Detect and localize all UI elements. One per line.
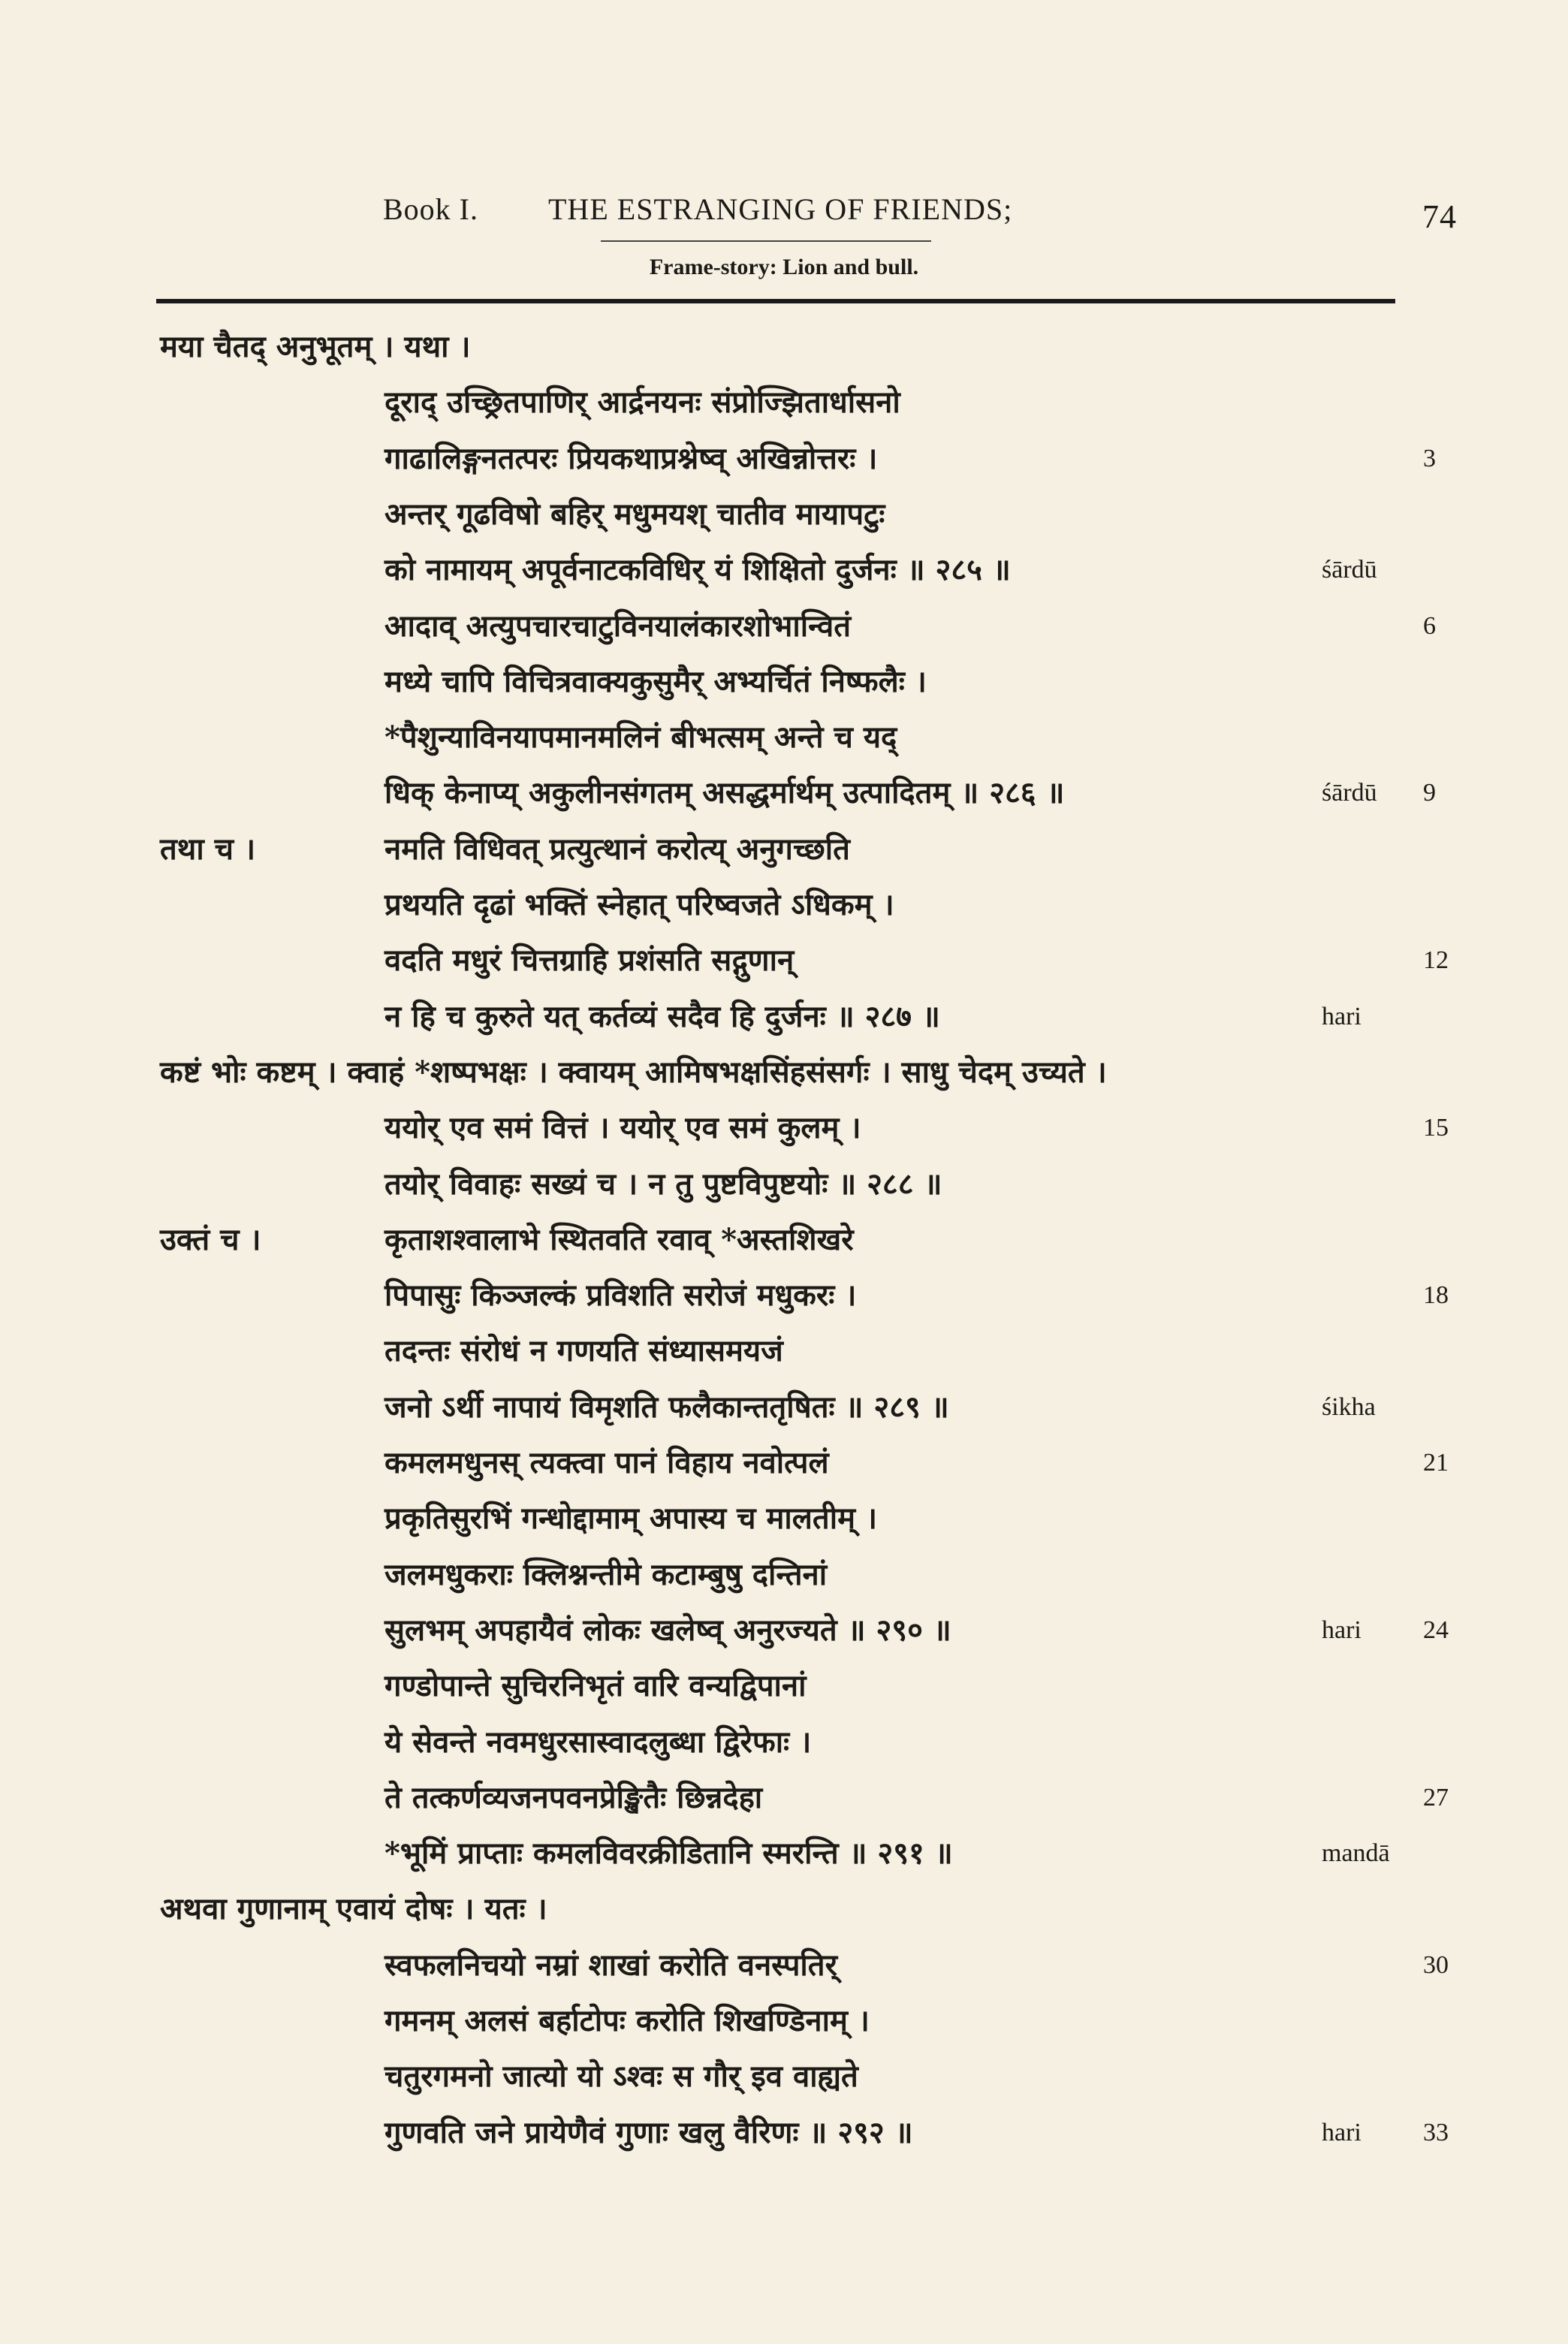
- verse-line: न हि च कुरुते यत् कर्तव्यं सदैव हि दुर्जनः ॥ २८७ ॥: [384, 998, 940, 1034]
- line-prefix: तथा च ।: [160, 831, 256, 867]
- text-line: [0, 1491, 1568, 1546]
- verse-line: गाढालिङ्गनतत्परः प्रियकथाप्रश्नेष्व् अखिन्नोत्तरः ।: [384, 440, 878, 476]
- verse-line: स्वफलनिचयो नम्रां शाखां करोति वनस्पतिर्: [384, 1947, 837, 1983]
- text-line: [0, 765, 1568, 821]
- subheading-rule: [601, 240, 931, 242]
- meter-note: śikha: [1322, 1392, 1376, 1421]
- verse-line: प्रथयति दृढां भक्तिं स्नेहात् परिष्वजते ऽधिकम् ।: [384, 887, 894, 922]
- text-line: [0, 1380, 1568, 1435]
- verse-line: दूराद् उच्छ्रितपाणिर् आर्द्रनयनः संप्रोज्झितार्धासनो: [384, 385, 900, 421]
- text-line: [0, 599, 1568, 654]
- verse-line: आदाव् अत्युपचारचाटुविनयालंकारशोभान्वितं: [384, 608, 852, 644]
- text-line: [0, 1547, 1568, 1603]
- text-line: [0, 1938, 1568, 1993]
- text-line: [0, 822, 1568, 877]
- line-number: 18: [1423, 1281, 1449, 1310]
- text-line: [0, 654, 1568, 710]
- line-number: 9: [1423, 779, 1436, 807]
- verse-line: *भूमिं प्राप्ताः कमलविवरक्रीडितानि स्मरन्ति ॥ २९१ ॥: [384, 1836, 953, 1872]
- meter-note: śārdū: [1322, 556, 1377, 584]
- subheading: Frame-story: Lion and bull.: [649, 255, 919, 279]
- line-number: 3: [1423, 444, 1436, 472]
- text-line: [0, 2049, 1568, 2104]
- verse-line: ते तत्कर्णव्यजनपवनप्रेङ्खितैः छिन्नदेहा: [384, 1779, 763, 1815]
- verse-line: प्रकृतिसुरभिं गन्धोद्दामाम् अपास्य च मालतीम् ।: [384, 1501, 878, 1537]
- running-title: THE ESTRANGING OF FRIENDS;: [548, 192, 1013, 226]
- text-line: [0, 1715, 1568, 1770]
- verse-line: गण्डोपान्ते सुचिरनिभृतं वारि वन्यद्विपानां: [384, 1668, 807, 1704]
- verse-line: को नामायम् अपूर्वनाटकविधिर् यं शिक्षितो दुर्जनः ॥ २८५ ॥: [384, 552, 1011, 588]
- verse-line: चतुरगमनो जात्यो यो ऽश्वः स गौर् इव वाह्यते: [384, 2059, 858, 2095]
- verse-line: सुलभम् अपहायैवं लोकः खलेष्व् अनुरज्यते ॥ २९० ॥: [384, 1612, 951, 1648]
- verse-line: जनो ऽर्थी नापायं विमृशति फलैकान्ततृषितः ॥ २८९ ॥: [384, 1389, 949, 1425]
- meter-note: mandā: [1322, 1839, 1390, 1868]
- verse-line: *पैशुन्याविनयापमानमलिनं बीभत्सम् अन्ते च यद्: [384, 719, 897, 756]
- verse-line: गुणवति जने प्रायेणैवं गुणाः खलु वैरिणः ॥ २९२ ॥: [384, 2114, 913, 2150]
- text-line: [0, 1435, 1568, 1491]
- text-line: [0, 319, 1568, 375]
- text-line: [0, 1603, 1568, 1658]
- text-line: [0, 1770, 1568, 1826]
- verse-line: कमलमधुनस् त्यक्त्वा पानं विहाय नवोत्पलं: [384, 1445, 829, 1480]
- verse-line: अन्तर् गूढविषो बहिर् मधुमयश् चातीव मायापटुः: [384, 496, 885, 532]
- text-line: [0, 1881, 1568, 1937]
- verse-line: कृताशश्वालाभे स्थितवति रवाव् *अस्तशिखरे: [384, 1221, 854, 1257]
- text-line: [0, 1268, 1568, 1323]
- text-line: [0, 1212, 1568, 1268]
- line-number: 12: [1423, 946, 1449, 975]
- line-number: 21: [1423, 1449, 1449, 1477]
- book-label: Book I.: [383, 192, 478, 226]
- text-line: [0, 542, 1568, 598]
- text-line: [0, 877, 1568, 933]
- verse-line: गमनम् अलसं बर्हाटोपः करोति शिखण्डिनाम् ।: [384, 2003, 870, 2038]
- verse-line: पिपासुः किञ्जल्कं प्रविशति सरोजं मधुकरः ।: [384, 1278, 857, 1314]
- text-line: [0, 1045, 1568, 1100]
- verse-line: धिक् केनाप्य् अकुलीनसंगतम् असद्धर्मार्थम् उत्पादितम् ॥ २८६ ॥: [384, 775, 1065, 811]
- verse-line: वदति मधुरं चित्तग्राहि प्रशंसति सद्गुणान्: [384, 943, 795, 979]
- line-number: 6: [1423, 611, 1436, 640]
- prose-line: मया चैतद् अनुभूतम् । यथा ।: [160, 329, 471, 364]
- text-line: [0, 989, 1568, 1045]
- text-line: [0, 1658, 1568, 1714]
- text-line: [0, 710, 1568, 765]
- line-number: 15: [1423, 1114, 1449, 1142]
- verse-line: नमति विधिवत् प्रत्युत्थानं करोत्य् अनुगच्छति: [384, 831, 850, 867]
- header-rule: [156, 299, 1395, 303]
- verse-line: जलमधुकराः क्लिश्नन्तीमे कटाम्बुषु दन्तिनां: [384, 1556, 828, 1592]
- line-number: 33: [1423, 2118, 1449, 2146]
- line-number: 30: [1423, 1950, 1449, 1979]
- meter-note: hari: [1322, 1002, 1361, 1030]
- text-line: [0, 431, 1568, 487]
- text-line: [0, 375, 1568, 430]
- text-line: [0, 1100, 1568, 1156]
- verse-line: तदन्तः संरोधं न गणयति संध्यासमयजं: [384, 1333, 783, 1369]
- text-line: [0, 1323, 1568, 1379]
- page-header: [0, 192, 1568, 312]
- verse-line: ययोर् एव समं वित्तं । ययोर् एव समं कुलम् ।: [384, 1110, 861, 1146]
- text-line: [0, 1993, 1568, 2049]
- verse-line: तयोर् विवाहः सख्यं च । न तु पुष्टविपुष्टयोः ॥ २८८ ॥: [384, 1166, 942, 1202]
- text-line: [0, 1157, 1568, 1212]
- verse-line: ये सेवन्ते नवमधुरसास्वादलुब्धा द्विरेफाः ।: [384, 1724, 812, 1760]
- prose-line: कष्टं भोः कष्टम् । क्वाहं *शष्पभक्षः । क्वायम् आमिषभक्षसिंहसंसर्गः । साधु चेदम् उच्यते ।: [160, 1054, 1107, 1090]
- line-prefix: उक्तं च ।: [160, 1221, 261, 1257]
- page-number: 74: [1422, 198, 1457, 235]
- meter-note: hari: [1322, 1615, 1361, 1644]
- line-number: 27: [1423, 1783, 1449, 1812]
- text-line: [0, 2105, 1568, 2161]
- text-line: [0, 933, 1568, 988]
- verse-line: मध्ये चापि विचित्रवाक्यकुसुमैर् अभ्यर्चितं निष्फलैः ।: [384, 663, 927, 699]
- prose-line: अथवा गुणानाम् एवायं दोषः । यतः ।: [160, 1891, 547, 1927]
- meter-note: hari: [1322, 2118, 1361, 2146]
- meter-note: śārdū: [1322, 779, 1377, 807]
- text-line: [0, 487, 1568, 542]
- text-line: [0, 1826, 1568, 1881]
- line-number: 24: [1423, 1615, 1449, 1644]
